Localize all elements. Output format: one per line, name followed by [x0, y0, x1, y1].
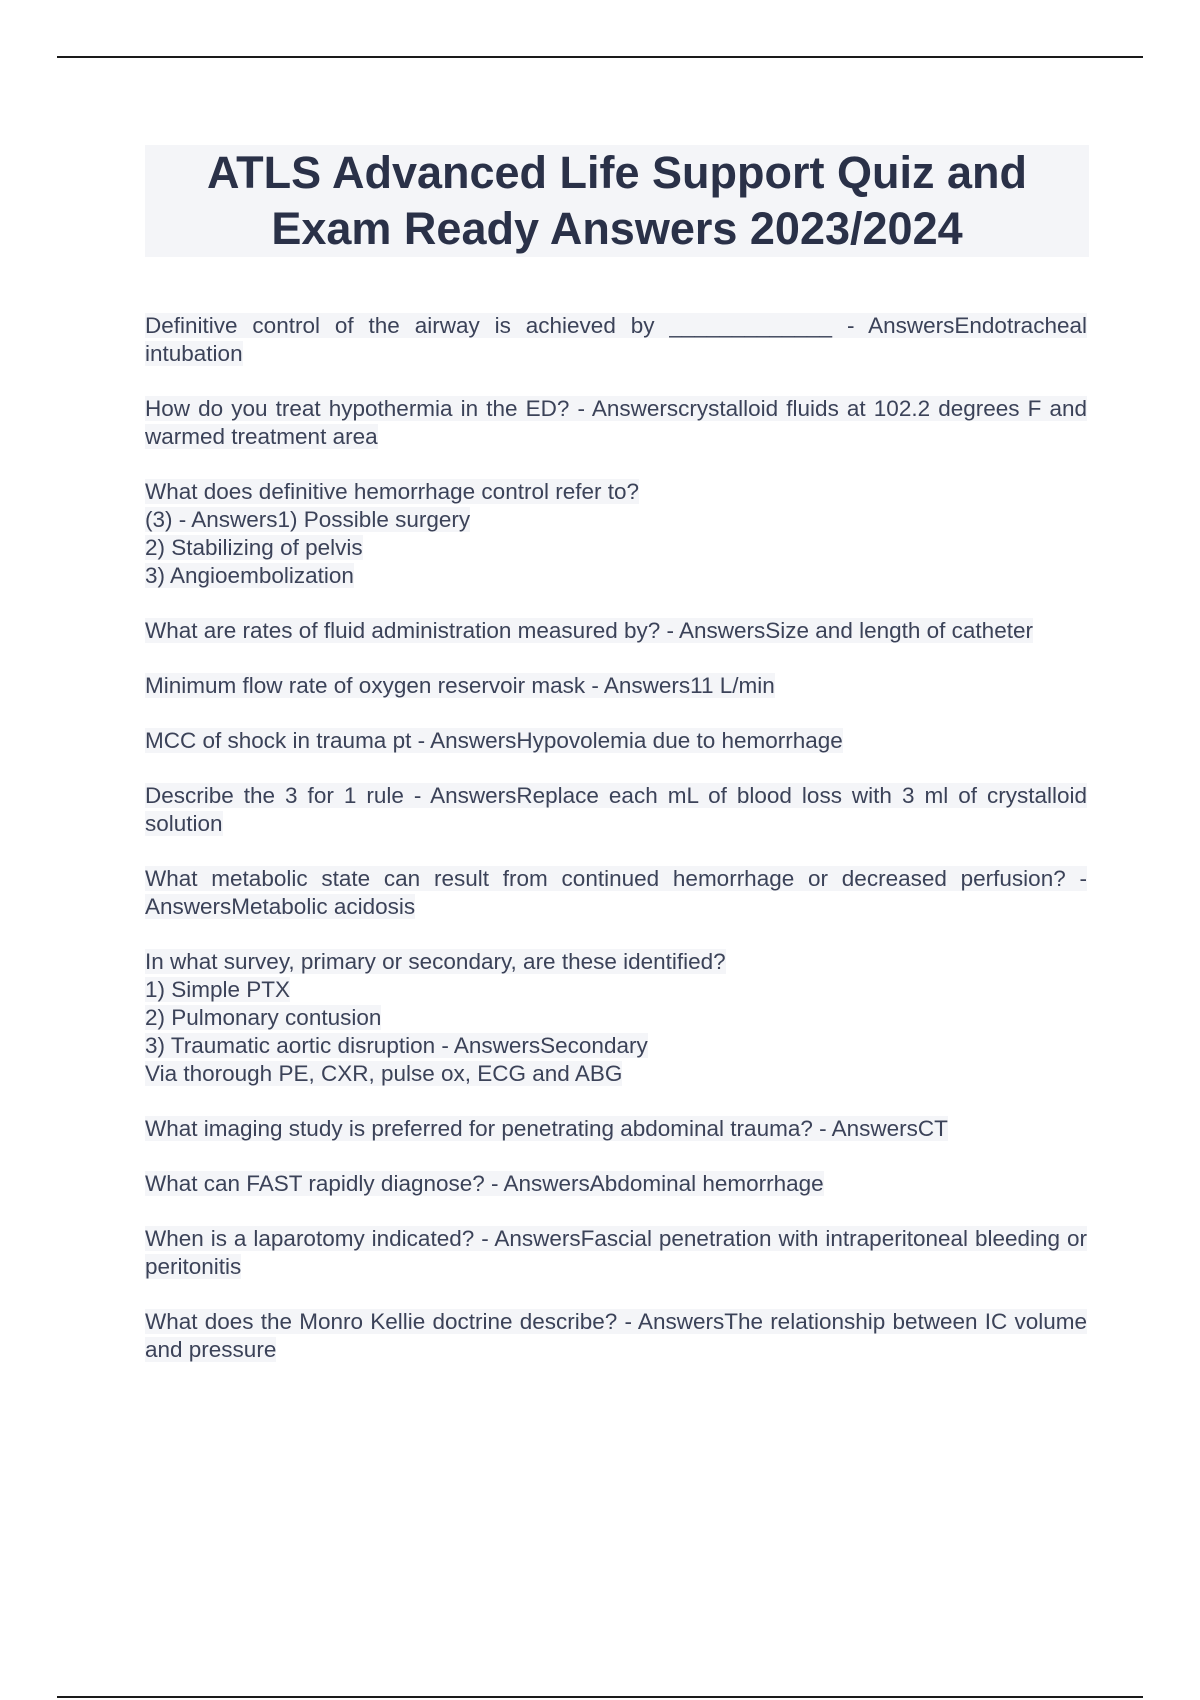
- qa-item-3-line-3-text: 2) Stabilizing of pelvis: [145, 535, 363, 560]
- qa-item-12: [145, 1225, 1087, 1281]
- qa-item-10: [145, 1115, 1087, 1143]
- qa-item-9-line-3-text: 2) Pulmonary contusion: [145, 1005, 382, 1030]
- qa-item-9-line-3: [145, 1004, 1087, 1032]
- qa-item-3-line-3: [145, 534, 1087, 562]
- qa-item-6: [145, 727, 1087, 755]
- qa-item-9-line-4-text: 3) Traumatic aortic disruption - AnswersSecondary: [145, 1033, 648, 1058]
- qa-item-3-line-4: [145, 562, 1087, 590]
- top-rule: [57, 56, 1143, 58]
- qa-item-12-text: When is a laparotomy indicated? - AnswersFascial penetration with intraperitoneal bleeding or peritonitis: [145, 1226, 1087, 1279]
- title-line-2: Exam Ready Answers 2023/2024: [271, 203, 963, 254]
- qa-item-5-text: Minimum flow rate of oxygen reservoir mask - Answers11 L/min: [145, 673, 775, 698]
- qa-item-13-text: What does the Monro Kellie doctrine describe? - AnswersThe relationship between IC volume and pressure: [145, 1309, 1087, 1362]
- qa-item-8: [145, 865, 1087, 921]
- title-line-1: ATLS Advanced Life Support Quiz and: [206, 147, 1028, 198]
- qa-item-2-text: How do you treat hypothermia in the ED? - Answerscrystalloid fluids at 102.2 degrees F and warmed treatment area: [145, 396, 1087, 449]
- qa-item-9-line-4: [145, 1032, 1087, 1060]
- qa-item-9-line-2-text: 1) Simple PTX: [145, 977, 291, 1002]
- qa-item-3-line-2: [145, 506, 1087, 534]
- qa-item-9-line-2: [145, 976, 1087, 1004]
- title-box: [145, 145, 1089, 257]
- bottom-rule: [57, 1696, 1143, 1698]
- qa-item-9-line-5: [145, 1060, 1087, 1088]
- qa-item-1-text: Definitive control of the airway is achieved by _____________ - AnswersEndotracheal intubation: [145, 313, 1087, 366]
- qa-item-7-text: Describe the 3 for 1 rule - AnswersReplace each mL of blood loss with 3 ml of crystalloid solution: [145, 783, 1087, 836]
- qa-item-9-line-1-text: In what survey, primary or secondary, are these identified?: [145, 949, 726, 974]
- qa-item-11-text: What can FAST rapidly diagnose? - AnswersAbdominal hemorrhage: [145, 1171, 824, 1196]
- qa-item-6-text: MCC of shock in trauma pt - AnswersHypovolemia due to hemorrhage: [145, 728, 843, 753]
- qa-item-1: [145, 312, 1087, 368]
- qa-item-3: [145, 478, 1087, 590]
- qa-item-3-line-4-text: 3) Angioembolization: [145, 563, 354, 588]
- qa-item-9: [145, 948, 1087, 1088]
- qa-item-3-line-1: [145, 478, 1087, 506]
- qa-item-5: [145, 672, 1087, 700]
- qa-list: [145, 312, 1087, 1391]
- qa-item-4: [145, 617, 1087, 645]
- qa-item-10-text: What imaging study is preferred for penetrating abdominal trauma? - AnswersCT: [145, 1116, 948, 1141]
- qa-item-9-line-1: [145, 948, 1087, 976]
- qa-item-8-text: What metabolic state can result from continued hemorrhage or decreased perfusion? - AnswersMetabolic acidosis: [145, 866, 1087, 919]
- qa-item-7: [145, 782, 1087, 838]
- document-title: [207, 145, 1027, 257]
- qa-item-13: [145, 1308, 1087, 1364]
- qa-item-2: [145, 395, 1087, 451]
- qa-item-3-line-2-text: (3) - Answers1) Possible surgery: [145, 507, 471, 532]
- qa-item-4-text: What are rates of fluid administration measured by? - AnswersSize and length of catheter: [145, 618, 1033, 643]
- qa-item-9-line-5-text: Via thorough PE, CXR, pulse ox, ECG and ABG: [145, 1061, 623, 1086]
- qa-item-3-line-1-text: What does definitive hemorrhage control refer to?: [145, 479, 640, 504]
- qa-item-11: [145, 1170, 1087, 1198]
